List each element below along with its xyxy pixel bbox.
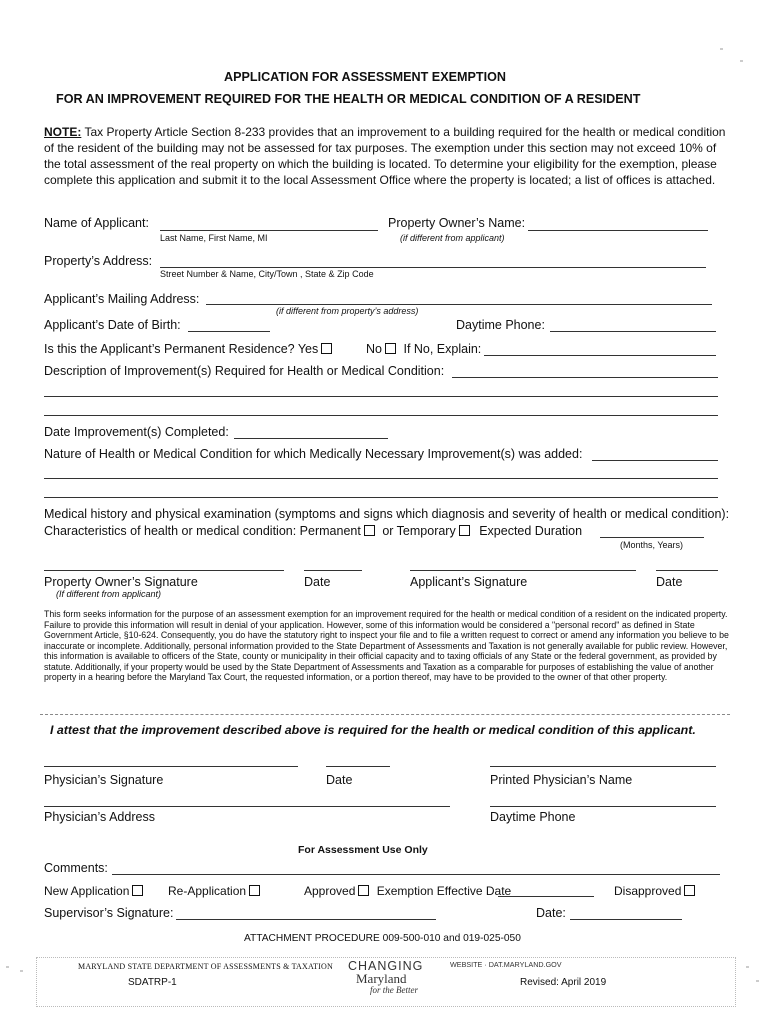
attest-statement: I attest that the improvement described above is required for the health or medical condition of this applicant. bbox=[50, 723, 696, 737]
new-application-checkbox[interactable] bbox=[132, 885, 143, 896]
nature-condition-field-2[interactable] bbox=[44, 478, 718, 479]
scan-speck bbox=[20, 970, 23, 972]
permanent-checkbox[interactable] bbox=[364, 525, 375, 536]
date1-line[interactable] bbox=[304, 570, 362, 571]
approved-checkbox[interactable] bbox=[358, 885, 369, 896]
expected-duration-field[interactable] bbox=[600, 537, 704, 538]
description-field-1[interactable] bbox=[452, 377, 718, 378]
note-paragraph bbox=[44, 124, 726, 188]
physician-phone-label: Daytime Phone bbox=[490, 810, 576, 824]
address-hint: Street Number & Name, City/Town , State & Zip Code bbox=[160, 269, 374, 279]
comments-label: Comments: bbox=[44, 861, 108, 875]
scan-speck bbox=[756, 980, 759, 982]
no-checkbox[interactable] bbox=[385, 343, 396, 354]
description-improvement-label: Description of Improvement(s) Required for Health or Medical Condition: bbox=[44, 364, 445, 378]
re-application-checkbox[interactable] bbox=[249, 885, 260, 896]
date-of-birth-field[interactable] bbox=[188, 331, 270, 332]
temporary-checkbox[interactable] bbox=[459, 525, 470, 536]
footer-form-id: SDATRP-1 bbox=[128, 977, 177, 988]
mailing-hint: (if different from property’s address) bbox=[276, 306, 419, 316]
comments-field[interactable] bbox=[112, 874, 720, 875]
exemption-effective-field[interactable] bbox=[498, 896, 594, 897]
date1-label: Date bbox=[304, 575, 331, 589]
approved-label: Approved bbox=[304, 884, 356, 898]
property-address-field[interactable] bbox=[160, 267, 706, 268]
assessment-date-label: Date: bbox=[536, 906, 566, 920]
physician-address-label: Physician’s Address bbox=[44, 810, 155, 824]
nature-condition-label: Nature of Health or Medical Condition for which Medically Necessary Improvement(s) was added: bbox=[44, 447, 583, 461]
mailing-address-label: Applicant’s Mailing Address: bbox=[44, 292, 200, 306]
name-of-applicant-field[interactable] bbox=[160, 230, 378, 231]
applicant-signature-line[interactable] bbox=[410, 570, 636, 571]
assessment-date-field[interactable] bbox=[570, 919, 682, 920]
physician-date-label: Date bbox=[326, 773, 353, 787]
note-text: Tax Property Article Section 8-233 provides that an improvement to a building required for the health or medical condition of the resident of the building may not be assessed for tax purposes. The exemption under this section may not exceed 10% of the total assessment of the real property on which the building is located. To determine your eligibility for the exemption, please complete this application and submit it to the local Assessment Office where the property is located; a list of offices is attached. bbox=[44, 125, 726, 187]
physician-signature-label: Physician’s Signature bbox=[44, 773, 164, 787]
new-application-row bbox=[44, 884, 143, 898]
description-field-3[interactable] bbox=[44, 415, 718, 416]
disapproved-checkbox[interactable] bbox=[684, 885, 695, 896]
physician-date-line[interactable] bbox=[326, 766, 390, 767]
name-hint: Last Name, First Name, MI bbox=[160, 233, 268, 243]
scan-speck bbox=[746, 966, 749, 968]
no-label: No bbox=[366, 342, 382, 356]
date2-line[interactable] bbox=[656, 570, 718, 571]
supervisor-signature-field[interactable] bbox=[176, 919, 436, 920]
re-application-row bbox=[168, 884, 260, 898]
daytime-phone-field[interactable] bbox=[550, 331, 716, 332]
disclaimer-rule bbox=[40, 714, 730, 715]
owner-signature-label: Property Owner’s Signature bbox=[44, 575, 198, 589]
footer-website: WEBSITE · DAT.MARYLAND.GOV bbox=[450, 960, 562, 969]
scan-speck bbox=[720, 48, 723, 50]
permanent-residence-label: Is this the Applicant’s Permanent Residence? Yes bbox=[44, 342, 319, 356]
applicant-signature-label: Applicant’s Signature bbox=[410, 575, 528, 589]
attachment-procedure: ATTACHMENT PROCEDURE 009-500-010 and 019-025-050 bbox=[244, 933, 521, 944]
nature-condition-field-1[interactable] bbox=[592, 460, 718, 461]
characteristics-row bbox=[44, 524, 582, 538]
owner-hint: (if different from applicant) bbox=[400, 233, 505, 243]
disapproved-row bbox=[614, 884, 695, 898]
owner-signature-line[interactable] bbox=[44, 570, 284, 571]
date-of-birth-label: Applicant’s Date of Birth: bbox=[44, 318, 181, 332]
re-application-label: Re-Application bbox=[168, 884, 247, 898]
physician-phone-line[interactable] bbox=[490, 806, 716, 807]
date-completed-label: Date Improvement(s) Completed: bbox=[44, 425, 229, 439]
property-owner-name-label: Property Owner’s Name: bbox=[388, 216, 526, 230]
privacy-disclaimer: This form seeks information for the purpose of an assessment exemption for an improvement required for the health or medical condition of a resident on the indicated property. Failure to provide this information will result in denial of your application. However, some of this information would be considered a "personal record" as defined in State Government Article, §10-624. Consequently, you do have the statutory right to inspect your file and to file a written request to correct or amend any information you believe to be inaccurate or incomplete. Additionally, personal information provided to the State Department of Assessments and Taxation is not generally available for public review. However, this information is available to officers of the State, county or municipality in their official capacity and to taxing officials of any State or the federal government, as provided by statute. Additionally, if your property would be used by the State Department of Assessments and Taxation as a comparable for purposes of establishing the value of another property in a hearing before the Maryland Tax Court, the requested information, or a portion thereof, may have to be provided to the owner of that other property. bbox=[44, 609, 729, 682]
permanent-residence-row bbox=[44, 342, 332, 356]
no-row bbox=[366, 342, 481, 356]
scan-speck bbox=[6, 966, 9, 968]
mailing-address-field[interactable] bbox=[206, 304, 712, 305]
medical-history-label: Medical history and physical examination (symptoms and signs which diagnosis and severity of health or medical condition): bbox=[44, 507, 730, 521]
date-completed-field[interactable] bbox=[234, 438, 388, 439]
if-no-explain-field[interactable] bbox=[484, 355, 716, 356]
form-title-line2: FOR AN IMPROVEMENT REQUIRED FOR THE HEALTH OR MEDICAL CONDITION OF A RESIDENT bbox=[56, 92, 641, 106]
expected-duration-label: Expected Duration bbox=[479, 524, 583, 538]
physician-printed-name-line[interactable] bbox=[490, 766, 716, 767]
characteristics-label: Characteristics of health or medical condition: Permanent bbox=[44, 524, 361, 538]
exemption-effective-label: Exemption Effective Date bbox=[376, 884, 512, 898]
property-owner-name-field[interactable] bbox=[528, 230, 708, 231]
new-application-label: New Application bbox=[44, 884, 130, 898]
assessment-heading: For Assessment Use Only bbox=[298, 844, 428, 856]
form-title-line1: APPLICATION FOR ASSESSMENT EXEMPTION bbox=[224, 70, 506, 84]
disapproved-label: Disapproved bbox=[614, 884, 682, 898]
footer-logo-line1: CHANGING bbox=[348, 959, 424, 973]
date2-label: Date bbox=[656, 575, 683, 589]
owner-signature-hint: (If different from applicant) bbox=[56, 589, 162, 599]
name-of-applicant-label: Name of Applicant: bbox=[44, 216, 149, 230]
supervisor-signature-label: Supervisor’s Signature: bbox=[44, 906, 174, 920]
footer-logo-line2: Maryland bbox=[356, 971, 407, 986]
scan-speck bbox=[740, 60, 743, 62]
physician-signature-line[interactable] bbox=[44, 766, 298, 767]
physician-address-line[interactable] bbox=[44, 806, 450, 807]
if-no-explain-label: If No, Explain: bbox=[403, 342, 482, 356]
footer-revised: Revised: April 2019 bbox=[520, 977, 607, 988]
nature-condition-field-3[interactable] bbox=[44, 497, 718, 498]
physician-printed-name-label: Printed Physician’s Name bbox=[490, 773, 633, 787]
daytime-phone-label: Daytime Phone: bbox=[456, 318, 545, 332]
yes-checkbox[interactable] bbox=[321, 343, 332, 354]
property-address-label: Property’s Address: bbox=[44, 254, 153, 268]
duration-hint: (Months, Years) bbox=[620, 540, 684, 550]
footer-logo-line3: for the Better bbox=[370, 985, 418, 995]
note-label: NOTE: bbox=[44, 125, 82, 139]
approved-row bbox=[304, 884, 511, 898]
or-temporary-label: or Temporary bbox=[382, 524, 456, 538]
footer-agency: MARYLAND STATE DEPARTMENT OF ASSESSMENTS & TAXATION bbox=[78, 962, 333, 971]
description-field-2[interactable] bbox=[44, 396, 718, 397]
